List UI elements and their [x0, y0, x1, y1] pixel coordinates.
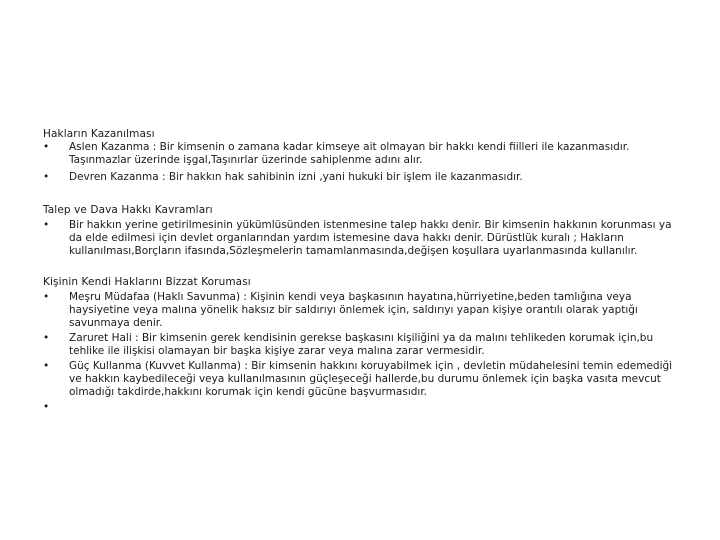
item-text-line: savunmaya denir.	[69, 317, 163, 329]
bullet-icon: •	[43, 401, 50, 413]
list-item	[43, 360, 683, 399]
section-heading: Kişinin Kendi Haklarını Bizzat Koruması	[43, 276, 251, 288]
item-text-line: tehlike ile ilişkisi olamayan bir başka kişiye zarar veya malına zarar vermesidir.	[69, 345, 485, 357]
list-item	[43, 332, 683, 358]
item-text-line: Zaruret Hali : Bir kimsenin gerek kendisinin gerekse başkasını kişiliğini ya da malını tehlikeden korumak için,bu	[69, 332, 654, 344]
bullet-icon: •	[43, 171, 50, 183]
list-item	[43, 141, 683, 167]
section-talep-ve-dava	[43, 204, 683, 258]
item-text-line: Aslen Kazanma : Bir kimsenin o zamana kadar kimseye ait olmayan bir hakkı kendi fiilleri ile kazanmasıdır.	[69, 141, 630, 153]
bullet-icon: •	[43, 291, 50, 303]
item-text-line: kullanılması,Borçların ifasında,Sözleşmelerin tamamlanmasında,değişen koşullara uyarlanmasında kullanılır.	[69, 245, 638, 257]
item-text-line: da elde edilmesi için devlet organlarından yardım istemesine dava hakkı denir. Dürüstlük kuralı ; Hakların	[69, 232, 624, 244]
item-text-line: Devren Kazanma : Bir hakkın hak sahibinin izni ,yani hukuki bir işlem ile kazanmasıdır.	[69, 171, 523, 183]
section-heading: Hakların Kazanılması	[43, 128, 155, 140]
item-text-line: Taşınmazlar üzerinde işgal,Taşınırlar üzerinde sahiplenme adını alır.	[69, 154, 423, 166]
item-text-line: Güç Kullanma (Kuvvet Kullanma) : Bir kimsenin hakkını koruyabilmek için , devletin müdahelesini temin edemediği	[69, 360, 673, 372]
list-item	[43, 171, 683, 184]
list-item	[43, 219, 683, 258]
item-text-line: ve hakkın kaybedileceği veya kullanılmasının güçleşeceği hallerde,bu durumu önlemek için başka vasıta mevcut	[69, 373, 661, 385]
list-item	[43, 291, 683, 330]
list-item	[43, 401, 683, 414]
section-heading: Talep ve Dava Hakkı Kavramları	[43, 204, 213, 216]
bullet-icon: •	[43, 219, 50, 231]
item-text-line: Bir hakkın yerine getirilmesinin yükümlüsünden istenmesine talep hakkı denir. Bir kimsenin hakkının korunması ya	[69, 219, 672, 231]
item-text-line: Meşru Müdafaa (Haklı Savunma) : Kişinin kendi veya başkasının hayatına,hürriyetine,beden tamlığına veya	[69, 291, 632, 303]
section-hak-kazanilmasi	[43, 128, 683, 184]
bullet-icon: •	[43, 360, 50, 372]
item-text-line: haysiyetine veya malına yönelik haksız bir saldırıyı önlemek için, saldırıyı yapan kişiye orantılı olarak yaptığı	[69, 304, 638, 316]
bullet-icon: •	[43, 332, 50, 344]
section-kendi-haklarini-koruma	[43, 276, 683, 414]
bullet-icon: •	[43, 141, 50, 153]
item-text-line: olmadığı takdirde,hakkını korumak için kendi gücüne başvurmasıdır.	[69, 386, 428, 398]
